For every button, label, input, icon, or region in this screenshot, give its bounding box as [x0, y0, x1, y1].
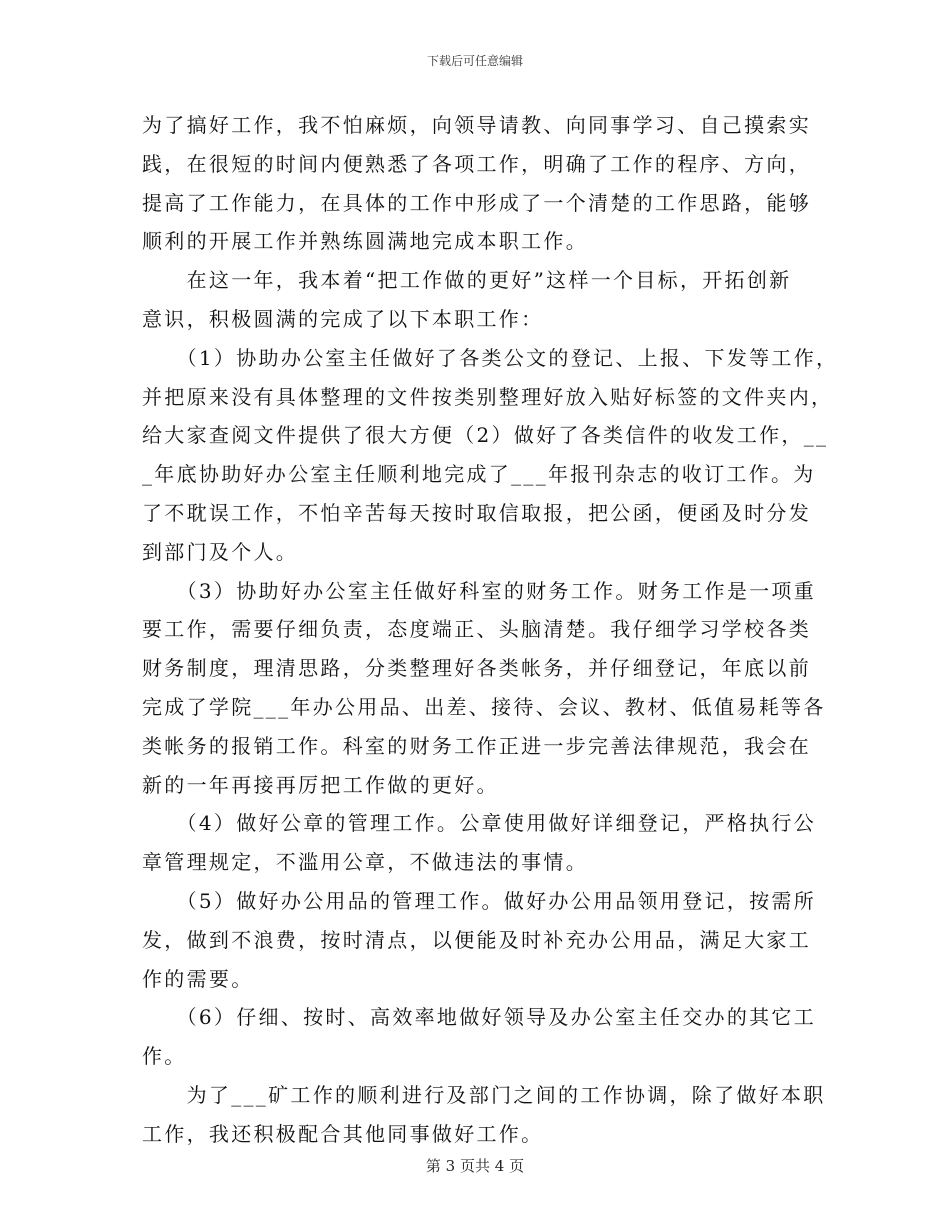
text-line: 完成了学院___年办公用品、出差、接待、会议、教材、低值易耗等各 [142, 694, 826, 719]
text-line: （4）做好公章的管理工作。公章使用做好详细登记，严格执行公 [142, 811, 817, 836]
text-line: 发，做到不浪费，按时清点，以便能及时补充办公用品，满足大家工 [142, 927, 811, 952]
text-line: 要工作，需要仔细负责，态度端正、头脑清楚。我仔细学习学校各类 [142, 617, 811, 642]
text-line: （6）仔细、按时、高效率地做好领导及办公室主任交办的其它工 [142, 1005, 817, 1030]
text-line: （3）协助好办公室主任做好科室的财务工作。财务工作是一项重 [142, 578, 817, 603]
text-line: 作。 [142, 1044, 187, 1069]
text-line: 顺利的开展工作并熟练圆满地完成本职工作。 [142, 229, 588, 254]
text-line: 了不耽误工作，不怕辛苦每天按时取信取报，把公函，便函及时分发 [142, 500, 811, 525]
text-line: 为了___矿工作的顺利进行及部门之间的工作协调，除了做好本职 [142, 1082, 826, 1107]
page-footer: 第 3 页共 4 页 [425, 1157, 525, 1175]
page-header: 下载后可任意编辑 [426, 54, 523, 68]
text-line: 到部门及个人。 [142, 539, 299, 564]
document-body [142, 106, 839, 1154]
text-line: 践，在很短的时间内便熟悉了各项工作，明确了工作的程序、方向， [142, 151, 811, 176]
text-line: _年底协助好办公室主任顺利地完成了___年报刊杂志的收订工作。为 [142, 462, 816, 487]
text-line: 并把原来没有具体整理的文件按类别整理好放入贴好标签的文件夹内， [142, 384, 834, 409]
text-line: 章管理规定，不滥用公章，不做违法的事情。 [142, 850, 588, 875]
text-line: 给大家查阅文件提供了很大方便（2）做好了各类信件的收发工作，__ [142, 423, 829, 448]
text-line: 提高了工作能力，在具体的工作中形成了一个清楚的工作思路，能够 [142, 190, 811, 215]
text-line: 为了搞好工作，我不怕麻烦，向领导请教、向同事学习、自己摸索实 [142, 113, 811, 137]
text-line: 作的需要。 [142, 966, 254, 991]
text-line: （5）做好办公用品的管理工作。做好办公用品领用登记，按需所 [142, 888, 817, 913]
text-line: 类帐务的报销工作。科室的财务工作正进一步完善法律规范，我会在 [142, 733, 811, 758]
text-line: 工作，我还积极配合其他同事做好工作。 [142, 1121, 544, 1146]
text-line: 财务制度，理清思路，分类整理好各类帐务，并仔细登记，年底以前 [142, 656, 811, 681]
text-line: 新的一年再接再厉把工作做的更好。 [142, 772, 499, 797]
text-line: 在这一年，我本着“把工作做的更好”这样一个目标，开拓创新 [142, 268, 792, 293]
text-line: （1）协助办公室主任做好了各类公文的登记、上报、下发等工作， [142, 345, 839, 370]
text-line: 意识，积极圆满的完成了以下本职工作： [142, 306, 544, 331]
